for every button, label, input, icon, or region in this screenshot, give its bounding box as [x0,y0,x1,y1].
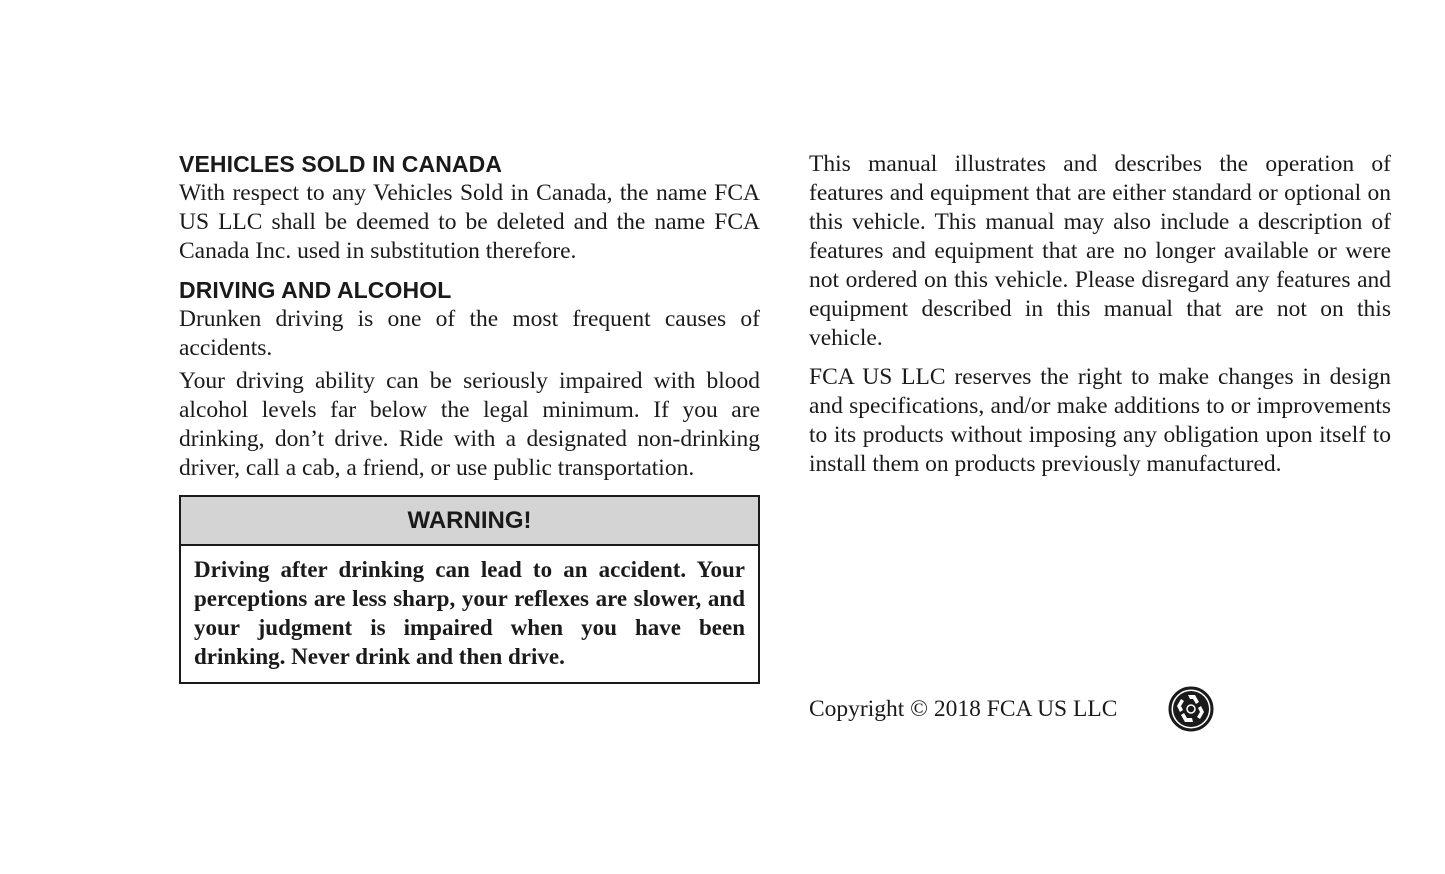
copyright-row [809,686,1214,732]
copyright-text: Copyright © 2018 FCA US LLC [809,696,1118,722]
recycle-icon [1168,686,1214,732]
heading-vehicles-sold-in-canada: VEHICLES SOLD IN CANADA [179,151,503,177]
heading-driving-and-alcohol: DRIVING AND ALCOHOL [179,277,452,303]
warning-box [179,495,760,684]
paragraph-manual-description: This manual illustrates and describes the operation of features and equipment that are either standard or optional on this vehicle. This manual may also include a description of features and equipment that are no longer available or were not ordered on this vehicle. Please disregard any features and equipment described in this manual that are not on this vehicle. [809,151,1391,351]
left-column [179,150,760,684]
paragraph-drunken-driving: Drunken driving is one of the most frequent causes of accidents. [179,306,760,361]
warning-body: Driving after drinking can lead to an accident. Your perceptions are less sharp, your reflexes are slower, and your judgment is impaired when you have been drinking. Never drink and then drive. [194,557,745,669]
paragraph-reserves-right: FCA US LLC reserves the right to make changes in design and specifications, and/or make additions to or improvements to its products without imposing any obligation upon itself to install them on products previously manufactured. [809,364,1391,477]
paragraph-driving-ability: Your driving ability can be seriously impaired with blood alcohol levels far below the legal minimum. If you are drinking, don’t drive. Ride with a designated non-drinking driver, call a cab, a friend, or use public transportation. [179,368,760,481]
paragraph-canada-name: With respect to any Vehicles Sold in Canada, the name FCA US LLC shall be deemed to be deleted and the name FCA Canada Inc. used in substitution therefore. [179,180,760,264]
warning-title: WARNING! [181,497,758,546]
right-column [809,150,1391,479]
